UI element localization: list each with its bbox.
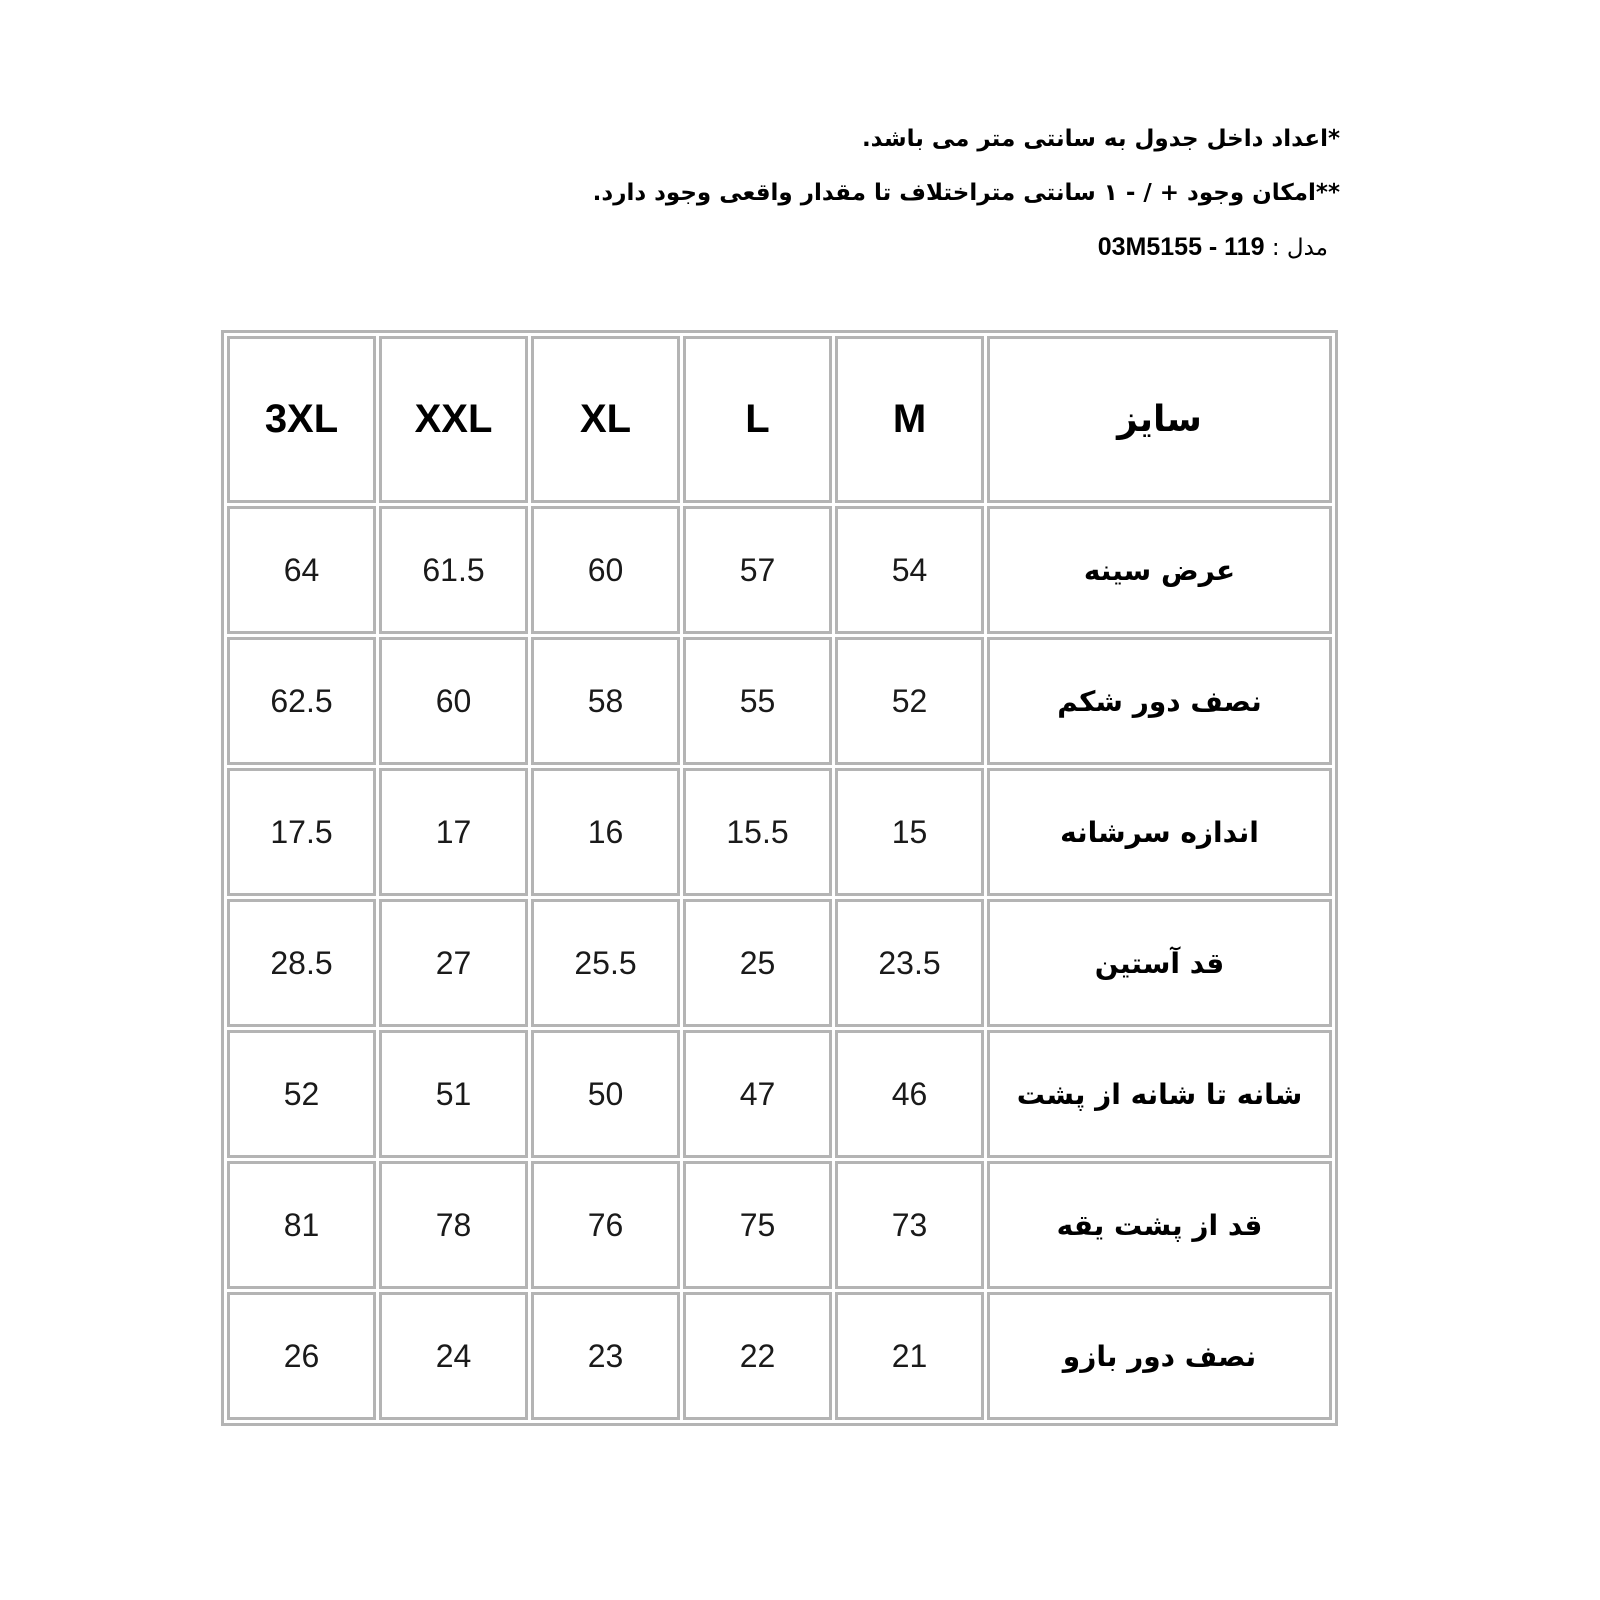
table-header-row [227,336,1332,503]
table-cell: 55 [683,637,832,765]
header-size-m: M [835,336,984,503]
header-label-size: سایز [987,336,1332,503]
table-cell: 52 [227,1030,376,1158]
table-cell: 57 [683,506,832,634]
table-cell: 17 [379,768,528,896]
table-cell: 47 [683,1030,832,1158]
table-cell: 75 [683,1161,832,1289]
model-line [440,220,1340,274]
note-tolerance: **امکان وجود + / - ۱ سانتی متراختلاف تا مقدار واقعی وجود دارد. [592,180,1340,206]
model-code: 03M5155 - 119 [1097,233,1265,261]
note-units: *اعداد داخل جدول به سانتی متر می باشد. [861,126,1340,152]
header-size-xl: XL [531,336,680,503]
row-label: قد از پشت یقه [987,1161,1332,1289]
table-cell: 46 [835,1030,984,1158]
table-cell: 61.5 [379,506,528,634]
table-cell: 24 [379,1292,528,1420]
table-cell: 15 [835,768,984,896]
table-row [227,506,1332,634]
table-cell: 73 [835,1161,984,1289]
table-cell: 60 [379,637,528,765]
table-row [227,768,1332,896]
table-cell: 28.5 [227,899,376,1027]
table-row [227,1030,1332,1158]
table-cell: 23.5 [835,899,984,1027]
table-cell: 50 [531,1030,680,1158]
row-label: اندازه سرشانه [987,768,1332,896]
table-cell: 81 [227,1161,376,1289]
table-cell: 54 [835,506,984,634]
row-label: نصف دور بازو [987,1292,1332,1420]
table-cell: 62.5 [227,637,376,765]
model-label: مدل : [1271,235,1328,261]
table-cell: 22 [683,1292,832,1420]
table-cell: 21 [835,1292,984,1420]
row-label: نصف دور شکم [987,637,1332,765]
header-size-3xl: 3XL [227,336,376,503]
header-size-xxl: XXL [379,336,528,503]
size-chart [258,330,1338,1426]
table-cell: 16 [531,768,680,896]
size-table [221,330,1338,1426]
table-cell: 17.5 [227,768,376,896]
table-cell: 60 [531,506,680,634]
row-label: شانه تا شانه از پشت [987,1030,1332,1158]
table-cell: 26 [227,1292,376,1420]
notes-block [440,112,1340,274]
table-cell: 58 [531,637,680,765]
header-size-l: L [683,336,832,503]
table-row [227,899,1332,1027]
table-cell: 15.5 [683,768,832,896]
table-row [227,1161,1332,1289]
table-cell: 51 [379,1030,528,1158]
table-cell: 52 [835,637,984,765]
row-label: عرض سینه [987,506,1332,634]
table-cell: 23 [531,1292,680,1420]
table-cell: 27 [379,899,528,1027]
table-row [227,637,1332,765]
table-cell: 25.5 [531,899,680,1027]
table-row [227,1292,1332,1420]
table-cell: 64 [227,506,376,634]
table-cell: 25 [683,899,832,1027]
table-cell: 78 [379,1161,528,1289]
row-label: قد آستین [987,899,1332,1027]
table-cell: 76 [531,1161,680,1289]
